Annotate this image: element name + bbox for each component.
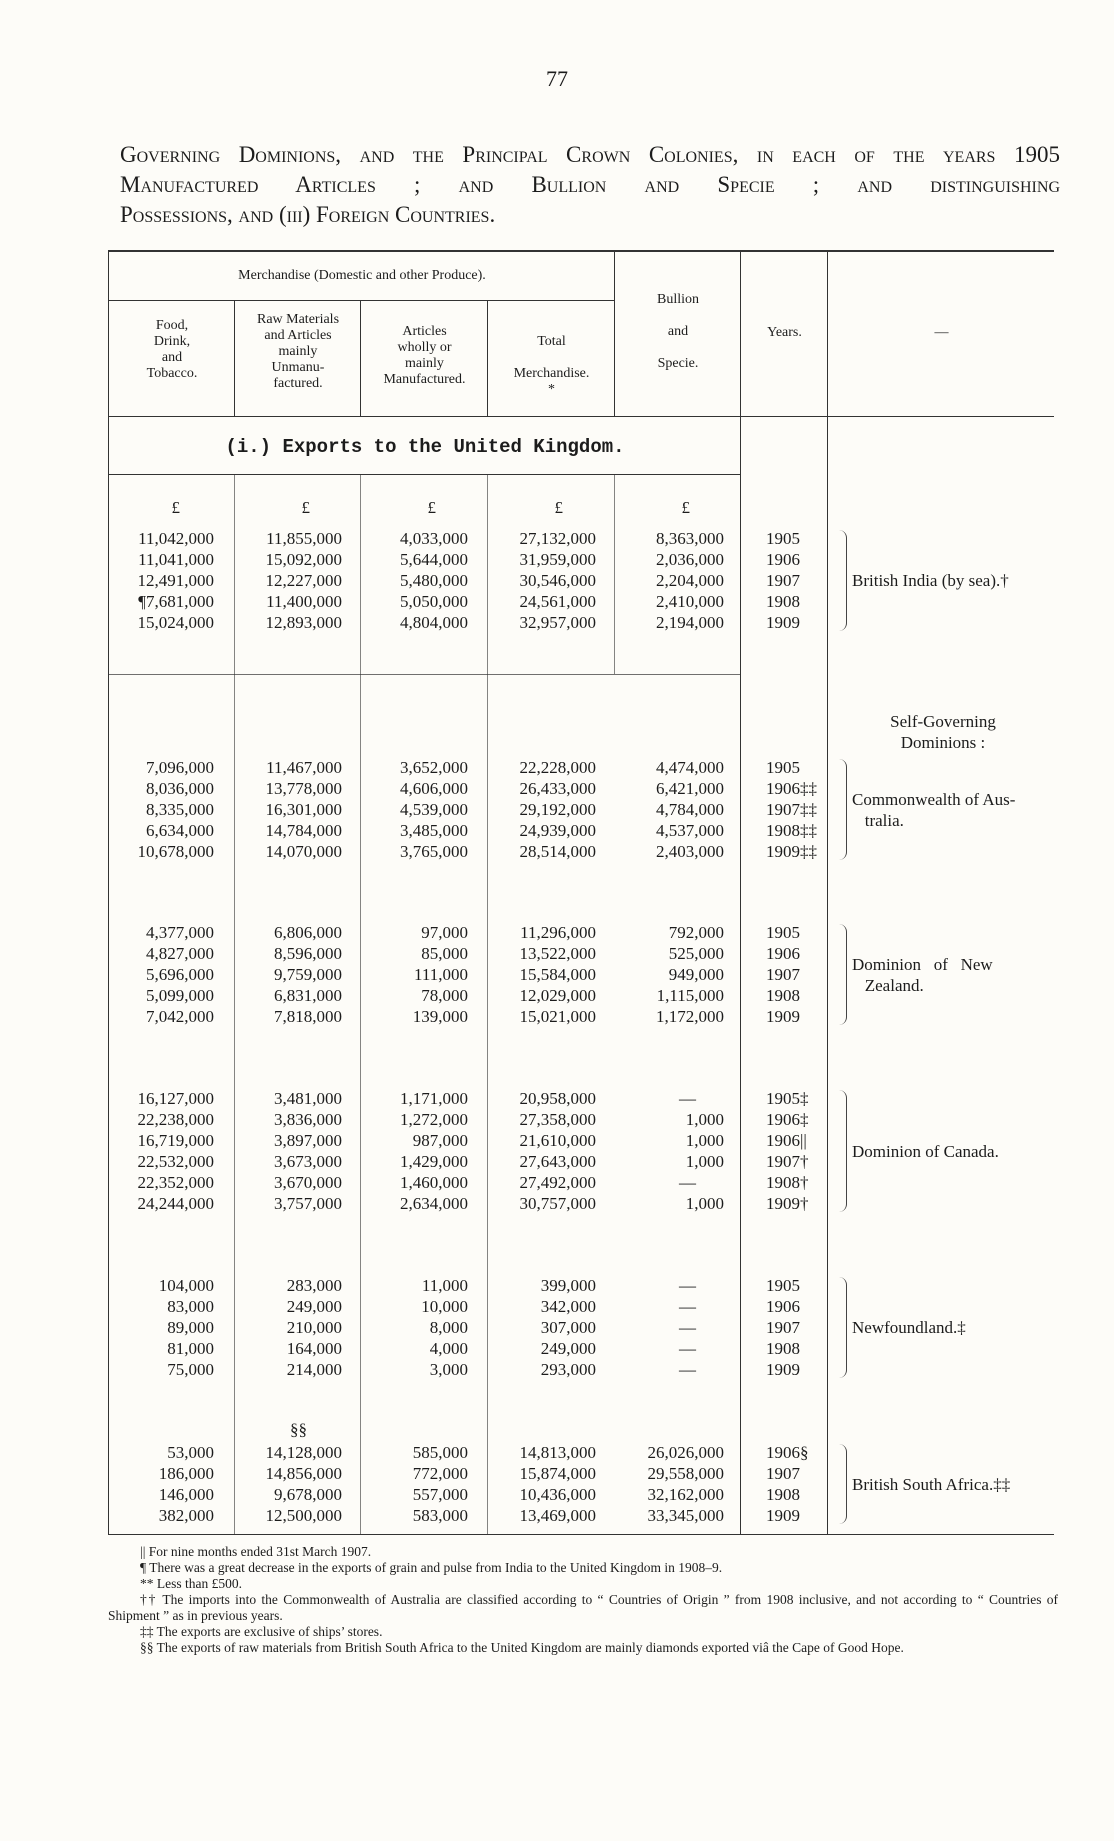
column-raw (236, 922, 342, 1027)
cell-raw: 6,831,000 (274, 986, 342, 1005)
cell-food: 10,678,000 (137, 842, 214, 861)
cell-year: 1907† (766, 1152, 809, 1171)
cell-articles: 4,539,000 (400, 800, 468, 819)
cell-raw: 7,818,000 (274, 1007, 342, 1026)
cell-total: 12,029,000 (519, 986, 596, 1005)
cell-year: 1909† (766, 1194, 809, 1213)
cell-total: 14,813,000 (519, 1443, 596, 1462)
years-header: Years. (767, 325, 802, 340)
cell-bullion: — (679, 1339, 696, 1358)
cell-articles: 1,272,000 (400, 1110, 468, 1129)
table-top-rule (108, 250, 1054, 252)
cell-raw: 14,856,000 (265, 1464, 342, 1483)
cell-year: 1906 (766, 944, 800, 963)
table-bottom-rule (108, 1534, 1054, 1535)
cell-total: 22,228,000 (519, 758, 596, 777)
cell-year: 1909 (766, 613, 800, 632)
column-bullion (616, 757, 724, 862)
cell-bullion: 1,000 (685, 1152, 724, 1171)
cell-year: 1908 (766, 592, 800, 611)
footnote: || For nine months ended 31st March 1907. (140, 1544, 372, 1559)
cell-bullion: 1,115,000 (656, 986, 724, 1005)
cell-raw: 12,227,000 (265, 571, 342, 590)
cell-articles: 85,000 (421, 944, 468, 963)
heading-line-1: Governing Dominions, and the Principal Crown Colonies, in each of the years 1905 (120, 142, 1060, 167)
cell-total: 293,000 (540, 1360, 596, 1379)
cell-year: 1909‡‡ (766, 842, 817, 861)
cell-raw: 3,670,000 (274, 1173, 342, 1192)
column-articles (362, 922, 468, 1027)
cell-bullion: 4,474,000 (656, 758, 724, 777)
currency-articles: £ (427, 498, 436, 517)
cell-total: 342,000 (540, 1297, 596, 1316)
cell-food: 186,000 (158, 1464, 214, 1483)
cell-year: 1907 (766, 965, 800, 984)
cell-articles: 3,765,000 (400, 842, 468, 861)
cell-bullion: 525,000 (668, 944, 724, 963)
brace (832, 1090, 847, 1212)
cell-bullion: — (679, 1276, 696, 1295)
vline-left (108, 250, 109, 1534)
column-articles (362, 528, 468, 633)
cell-bullion: 2,194,000 (656, 613, 724, 632)
cell-food: 16,127,000 (137, 1089, 214, 1108)
cell-food: 4,827,000 (146, 944, 214, 963)
cell-food: 81,000 (167, 1339, 214, 1358)
header-bottom-rule (108, 416, 1054, 417)
country-label: British South Africa.‡‡ (852, 1474, 1011, 1494)
cell-total: 21,610,000 (519, 1131, 596, 1150)
cell-year: 1906|| (766, 1131, 807, 1150)
cell-food: 75,000 (167, 1360, 214, 1379)
column-years (766, 922, 800, 1027)
heading-line-3: Possessions, and (iii) Foreign Countries. (120, 202, 496, 227)
country-header: — (934, 325, 949, 340)
cell-articles: 111,000 (414, 965, 468, 984)
raw-materials-header: Raw Materials and Articles mainly Unmanu- factured. (256, 312, 340, 391)
cell-raw: 15,092,000 (265, 550, 342, 569)
cell-food: 22,238,000 (137, 1110, 214, 1129)
vline-6 (827, 250, 828, 1534)
cell-food: 6,634,000 (146, 821, 214, 840)
vline-2 (360, 300, 361, 416)
articles-header: Articles wholly or mainly Manufactured. (383, 324, 466, 387)
cell-bullion: 26,026,000 (647, 1443, 724, 1462)
cell-bullion: 1,172,000 (656, 1007, 724, 1026)
cell-food: 7,042,000 (146, 1007, 214, 1026)
cell-food: 5,099,000 (146, 986, 214, 1005)
country-label: Newfoundland.‡ (852, 1318, 966, 1337)
cell-food: 146,000 (158, 1485, 214, 1504)
cell-articles: 139,000 (412, 1007, 468, 1026)
cell-year: 1905 (766, 923, 800, 942)
total-header: Total Merchandise. * (513, 334, 590, 397)
column-bullion (616, 1088, 724, 1214)
cell-articles: 2,634,000 (400, 1194, 468, 1213)
column-total (489, 528, 596, 633)
cell-total: 15,021,000 (519, 1007, 596, 1026)
cell-bullion: 2,410,000 (656, 592, 724, 611)
cell-raw: 9,759,000 (274, 965, 342, 984)
column-food (110, 1442, 214, 1526)
cell-raw: 8,596,000 (274, 944, 342, 963)
column-years (766, 1088, 809, 1214)
cell-food: 7,096,000 (146, 758, 214, 777)
cell-year: 1908 (766, 986, 800, 1005)
vline-body-4 (614, 474, 615, 674)
cell-raw: 14,070,000 (265, 842, 342, 861)
cell-total: 24,939,000 (519, 821, 596, 840)
cell-total: 399,000 (540, 1276, 596, 1295)
cell-year: 1908 (766, 1339, 800, 1358)
cell-year: 1907‡‡ (766, 800, 817, 819)
column-total (489, 1442, 596, 1526)
column-food (110, 1275, 214, 1380)
country-label: Dominion of New Zealand. (852, 954, 993, 995)
cell-total: 30,757,000 (519, 1194, 596, 1213)
cell-total: 15,584,000 (519, 965, 596, 984)
column-bullion (616, 922, 724, 1027)
cell-raw: 214,000 (286, 1360, 342, 1379)
column-bullion (616, 1275, 724, 1380)
column-raw (236, 1275, 342, 1380)
cell-year: 1905 (766, 758, 800, 777)
cell-raw: 14,784,000 (265, 821, 342, 840)
column-years (766, 528, 800, 633)
currency-food: £ (171, 498, 180, 517)
cell-raw: 3,673,000 (274, 1152, 342, 1171)
cell-year: 1908‡‡ (766, 821, 817, 840)
cell-bullion: 1,000 (685, 1131, 724, 1150)
cell-bullion: — (679, 1297, 696, 1316)
section-rule (108, 474, 740, 475)
cell-food: 89,000 (167, 1318, 214, 1337)
vline-5 (740, 250, 741, 1534)
cell-total: 24,561,000 (519, 592, 596, 611)
column-food (110, 1088, 214, 1214)
cell-articles: 3,000 (429, 1360, 468, 1379)
cell-food: 22,532,000 (137, 1152, 214, 1171)
cell-articles: 4,000 (429, 1339, 468, 1358)
cell-total: 13,522,000 (519, 944, 596, 963)
cell-bullion: 1,000 (685, 1110, 724, 1129)
cell-articles: 5,644,000 (400, 550, 468, 569)
column-raw (236, 757, 342, 862)
cell-raw: 249,000 (286, 1297, 342, 1316)
cell-year: 1909 (766, 1007, 800, 1026)
cell-food: 24,244,000 (137, 1194, 214, 1213)
cell-year: 1909 (766, 1506, 800, 1525)
column-total (489, 922, 596, 1027)
cell-articles: 78,000 (421, 986, 468, 1005)
cell-food: 12,491,000 (137, 571, 214, 590)
vline-1 (234, 300, 235, 416)
brace (832, 530, 847, 631)
table-heading (120, 140, 1060, 230)
column-raw (236, 1442, 342, 1526)
cell-food: 53,000 (167, 1443, 214, 1462)
cell-total: 27,492,000 (519, 1173, 596, 1192)
cell-year: 1906‡ (766, 1110, 809, 1129)
column-raw (236, 1088, 342, 1214)
cell-year: 1905 (766, 529, 800, 548)
country-label: Dominion of Canada. (852, 1141, 999, 1161)
cell-articles: 1,460,000 (400, 1173, 468, 1192)
cell-articles: 772,000 (412, 1464, 468, 1483)
cell-articles: 4,606,000 (400, 779, 468, 798)
cell-total: 28,514,000 (519, 842, 596, 861)
cell-food: 83,000 (167, 1297, 214, 1316)
currency-bullion: £ (681, 498, 690, 517)
brace (832, 924, 847, 1025)
vline-4 (614, 250, 615, 416)
cell-food: 16,719,000 (137, 1131, 214, 1150)
cell-total: 27,643,000 (519, 1152, 596, 1171)
cell-articles: 97,000 (421, 923, 468, 942)
cell-bullion: — (679, 1173, 696, 1192)
cell-bullion: 33,345,000 (647, 1506, 724, 1525)
cell-bullion: 32,162,000 (647, 1485, 724, 1504)
cell-articles: 5,480,000 (400, 571, 468, 590)
cell-bullion: — (679, 1360, 696, 1379)
cell-raw: 164,000 (286, 1339, 342, 1358)
column-years (766, 1442, 809, 1526)
column-articles (362, 757, 468, 862)
cell-year: 1908† (766, 1173, 809, 1192)
column-years (766, 1275, 800, 1380)
cell-raw: 3,836,000 (274, 1110, 342, 1129)
column-bullion (616, 528, 724, 633)
cell-food: 382,000 (158, 1506, 214, 1525)
cell-bullion: 2,403,000 (656, 842, 724, 861)
cell-food: 8,036,000 (146, 779, 214, 798)
cell-year: 1906‡‡ (766, 779, 817, 798)
cell-food: 4,377,000 (146, 923, 214, 942)
cell-bullion: 949,000 (668, 965, 724, 984)
footnotes (108, 1544, 1058, 1656)
cell-articles: 5,050,000 (400, 592, 468, 611)
cell-year: 1905‡ (766, 1089, 809, 1108)
bullion-header: Bullion and Specie. (656, 292, 699, 371)
currency-total: £ (554, 498, 563, 517)
column-articles (362, 1275, 468, 1380)
cell-bullion: — (679, 1089, 696, 1108)
cell-articles: 585,000 (412, 1443, 468, 1462)
cell-raw: 3,897,000 (274, 1131, 342, 1150)
column-total (489, 757, 596, 862)
footnote: ¶ There was a great decrease in the exports of grain and pulse from India to the United Kingdom in 1908–9. (140, 1560, 723, 1575)
cell-year: 1906 (766, 550, 800, 569)
cell-raw: 14,128,000 (265, 1443, 342, 1462)
cell-year: 1906§ (766, 1443, 809, 1462)
cell-total: 307,000 (540, 1318, 596, 1337)
cell-articles: 8,000 (429, 1318, 468, 1337)
cell-year: 1907 (766, 1464, 800, 1483)
heading-line-2: Manufactured Articles ; and Bullion and Specie ; and distinguishing (120, 172, 1060, 197)
cell-food: 22,352,000 (137, 1173, 214, 1192)
cell-articles: 3,652,000 (400, 758, 468, 777)
cell-total: 29,192,000 (519, 800, 596, 819)
cell-raw: 11,400,000 (266, 592, 342, 611)
cell-total: 27,132,000 (519, 529, 596, 548)
column-total (489, 1088, 596, 1214)
column-food (110, 922, 214, 1027)
cell-year: 1909 (766, 1360, 800, 1379)
cell-food: 104,000 (158, 1276, 214, 1295)
column-total (489, 1275, 596, 1380)
footnote: ‡‡ The exports are exclusive of ships’ stores. (140, 1624, 383, 1639)
cell-total: 30,546,000 (519, 571, 596, 590)
brace (832, 1277, 847, 1378)
brace (832, 1444, 847, 1524)
cell-articles: 987,000 (412, 1131, 468, 1150)
cell-food: 15,024,000 (137, 613, 214, 632)
column-articles (362, 1442, 468, 1526)
food-header: Food, Drink, and Tobacco. (146, 318, 198, 381)
cell-total: 32,957,000 (519, 613, 596, 632)
cell-bullion: 8,363,000 (656, 529, 724, 548)
footnote: ** Less than £500. (140, 1576, 242, 1591)
footnote: †† The imports into the Commonwealth of Australia are classified according to “ Countries of Origin ” from 1908 inclusive, and not according to “ Countries of Shipment ” as in previous years. (108, 1592, 1058, 1623)
cell-articles: 1,171,000 (400, 1089, 468, 1108)
cell-raw: 3,481,000 (274, 1089, 342, 1108)
cell-year: 1906 (766, 1297, 800, 1316)
cell-raw: 6,806,000 (274, 923, 342, 942)
section-title: (i.) Exports to the United Kingdom. (225, 436, 625, 458)
cell-raw: 11,855,000 (266, 529, 342, 548)
cell-bullion: 4,784,000 (656, 800, 724, 819)
cell-bullion: 6,421,000 (656, 779, 724, 798)
cell-food: 5,696,000 (146, 965, 214, 984)
cell-total: 15,874,000 (519, 1464, 596, 1483)
brace (832, 759, 847, 860)
column-food (110, 528, 214, 633)
cell-raw: 210,000 (286, 1318, 342, 1337)
cell-total: 26,433,000 (519, 779, 596, 798)
cell-bullion: 2,036,000 (656, 550, 724, 569)
cell-raw: 16,301,000 (265, 800, 342, 819)
cell-year: 1905 (766, 1276, 800, 1295)
cell-food: ¶7,681,000 (138, 592, 214, 611)
footnote: §§ The exports of raw materials from British South Africa to the United Kingdom are mainly diamonds exported viâ the Cape of Good Hope. (140, 1640, 904, 1655)
vline-body-2 (360, 474, 361, 1534)
merchandise-header: Merchandise (Domestic and other Produce). (238, 268, 486, 283)
cell-total: 11,296,000 (520, 923, 596, 942)
cell-bullion: 1,000 (685, 1194, 724, 1213)
vline-body-1 (234, 474, 235, 1534)
column-bullion (616, 1442, 724, 1526)
cell-total: 249,000 (540, 1339, 596, 1358)
cell-articles: 10,000 (421, 1297, 468, 1316)
cell-total: 31,959,000 (519, 550, 596, 569)
cell-year: 1907 (766, 571, 800, 590)
cell-articles: 557,000 (412, 1485, 468, 1504)
cell-articles: 583,000 (412, 1506, 468, 1525)
cell-articles: 11,000 (421, 1276, 468, 1295)
column-years (766, 757, 817, 862)
cell-year: 1908 (766, 1485, 800, 1504)
column-raw (236, 528, 342, 633)
cell-food: 11,042,000 (138, 529, 214, 548)
cell-articles: 4,804,000 (400, 613, 468, 632)
cell-articles: 1,429,000 (400, 1152, 468, 1171)
cell-raw: 3,757,000 (274, 1194, 342, 1213)
country-label: Commonwealth of Aus- tralia. (852, 789, 1016, 830)
cell-bullion: 792,000 (668, 923, 724, 942)
cell-bullion: 4,537,000 (656, 821, 724, 840)
cell-articles: 3,485,000 (400, 821, 468, 840)
cell-raw: 11,467,000 (266, 758, 342, 777)
merch-subrule (108, 300, 614, 301)
cell-bullion: 29,558,000 (647, 1464, 724, 1483)
currency-raw: £ (301, 498, 310, 517)
cell-raw: 13,778,000 (265, 779, 342, 798)
cell-year: 1907 (766, 1318, 800, 1337)
cell-raw: 12,500,000 (265, 1506, 342, 1525)
cell-raw: 12,893,000 (265, 613, 342, 632)
country-label: British India (by sea).† (852, 571, 1009, 590)
group-divider (108, 674, 740, 675)
column-food (110, 757, 214, 862)
cell-total: 10,436,000 (519, 1485, 596, 1504)
raw-note: §§ (290, 1420, 307, 1439)
column-articles (362, 1088, 468, 1214)
group-title: Self-Governing Dominions : (890, 712, 996, 752)
cell-bullion: — (679, 1318, 696, 1337)
cell-bullion: 2,204,000 (656, 571, 724, 590)
cell-total: 13,469,000 (519, 1506, 596, 1525)
page-number: 77 (546, 66, 568, 91)
vline-3 (487, 300, 488, 416)
vline-body-3 (487, 474, 488, 1534)
cell-raw: 283,000 (286, 1276, 342, 1295)
cell-total: 27,358,000 (519, 1110, 596, 1129)
cell-food: 8,335,000 (146, 800, 214, 819)
cell-total: 20,958,000 (519, 1089, 596, 1108)
cell-food: 11,041,000 (138, 550, 214, 569)
cell-raw: 9,678,000 (274, 1485, 342, 1504)
cell-articles: 4,033,000 (400, 529, 468, 548)
